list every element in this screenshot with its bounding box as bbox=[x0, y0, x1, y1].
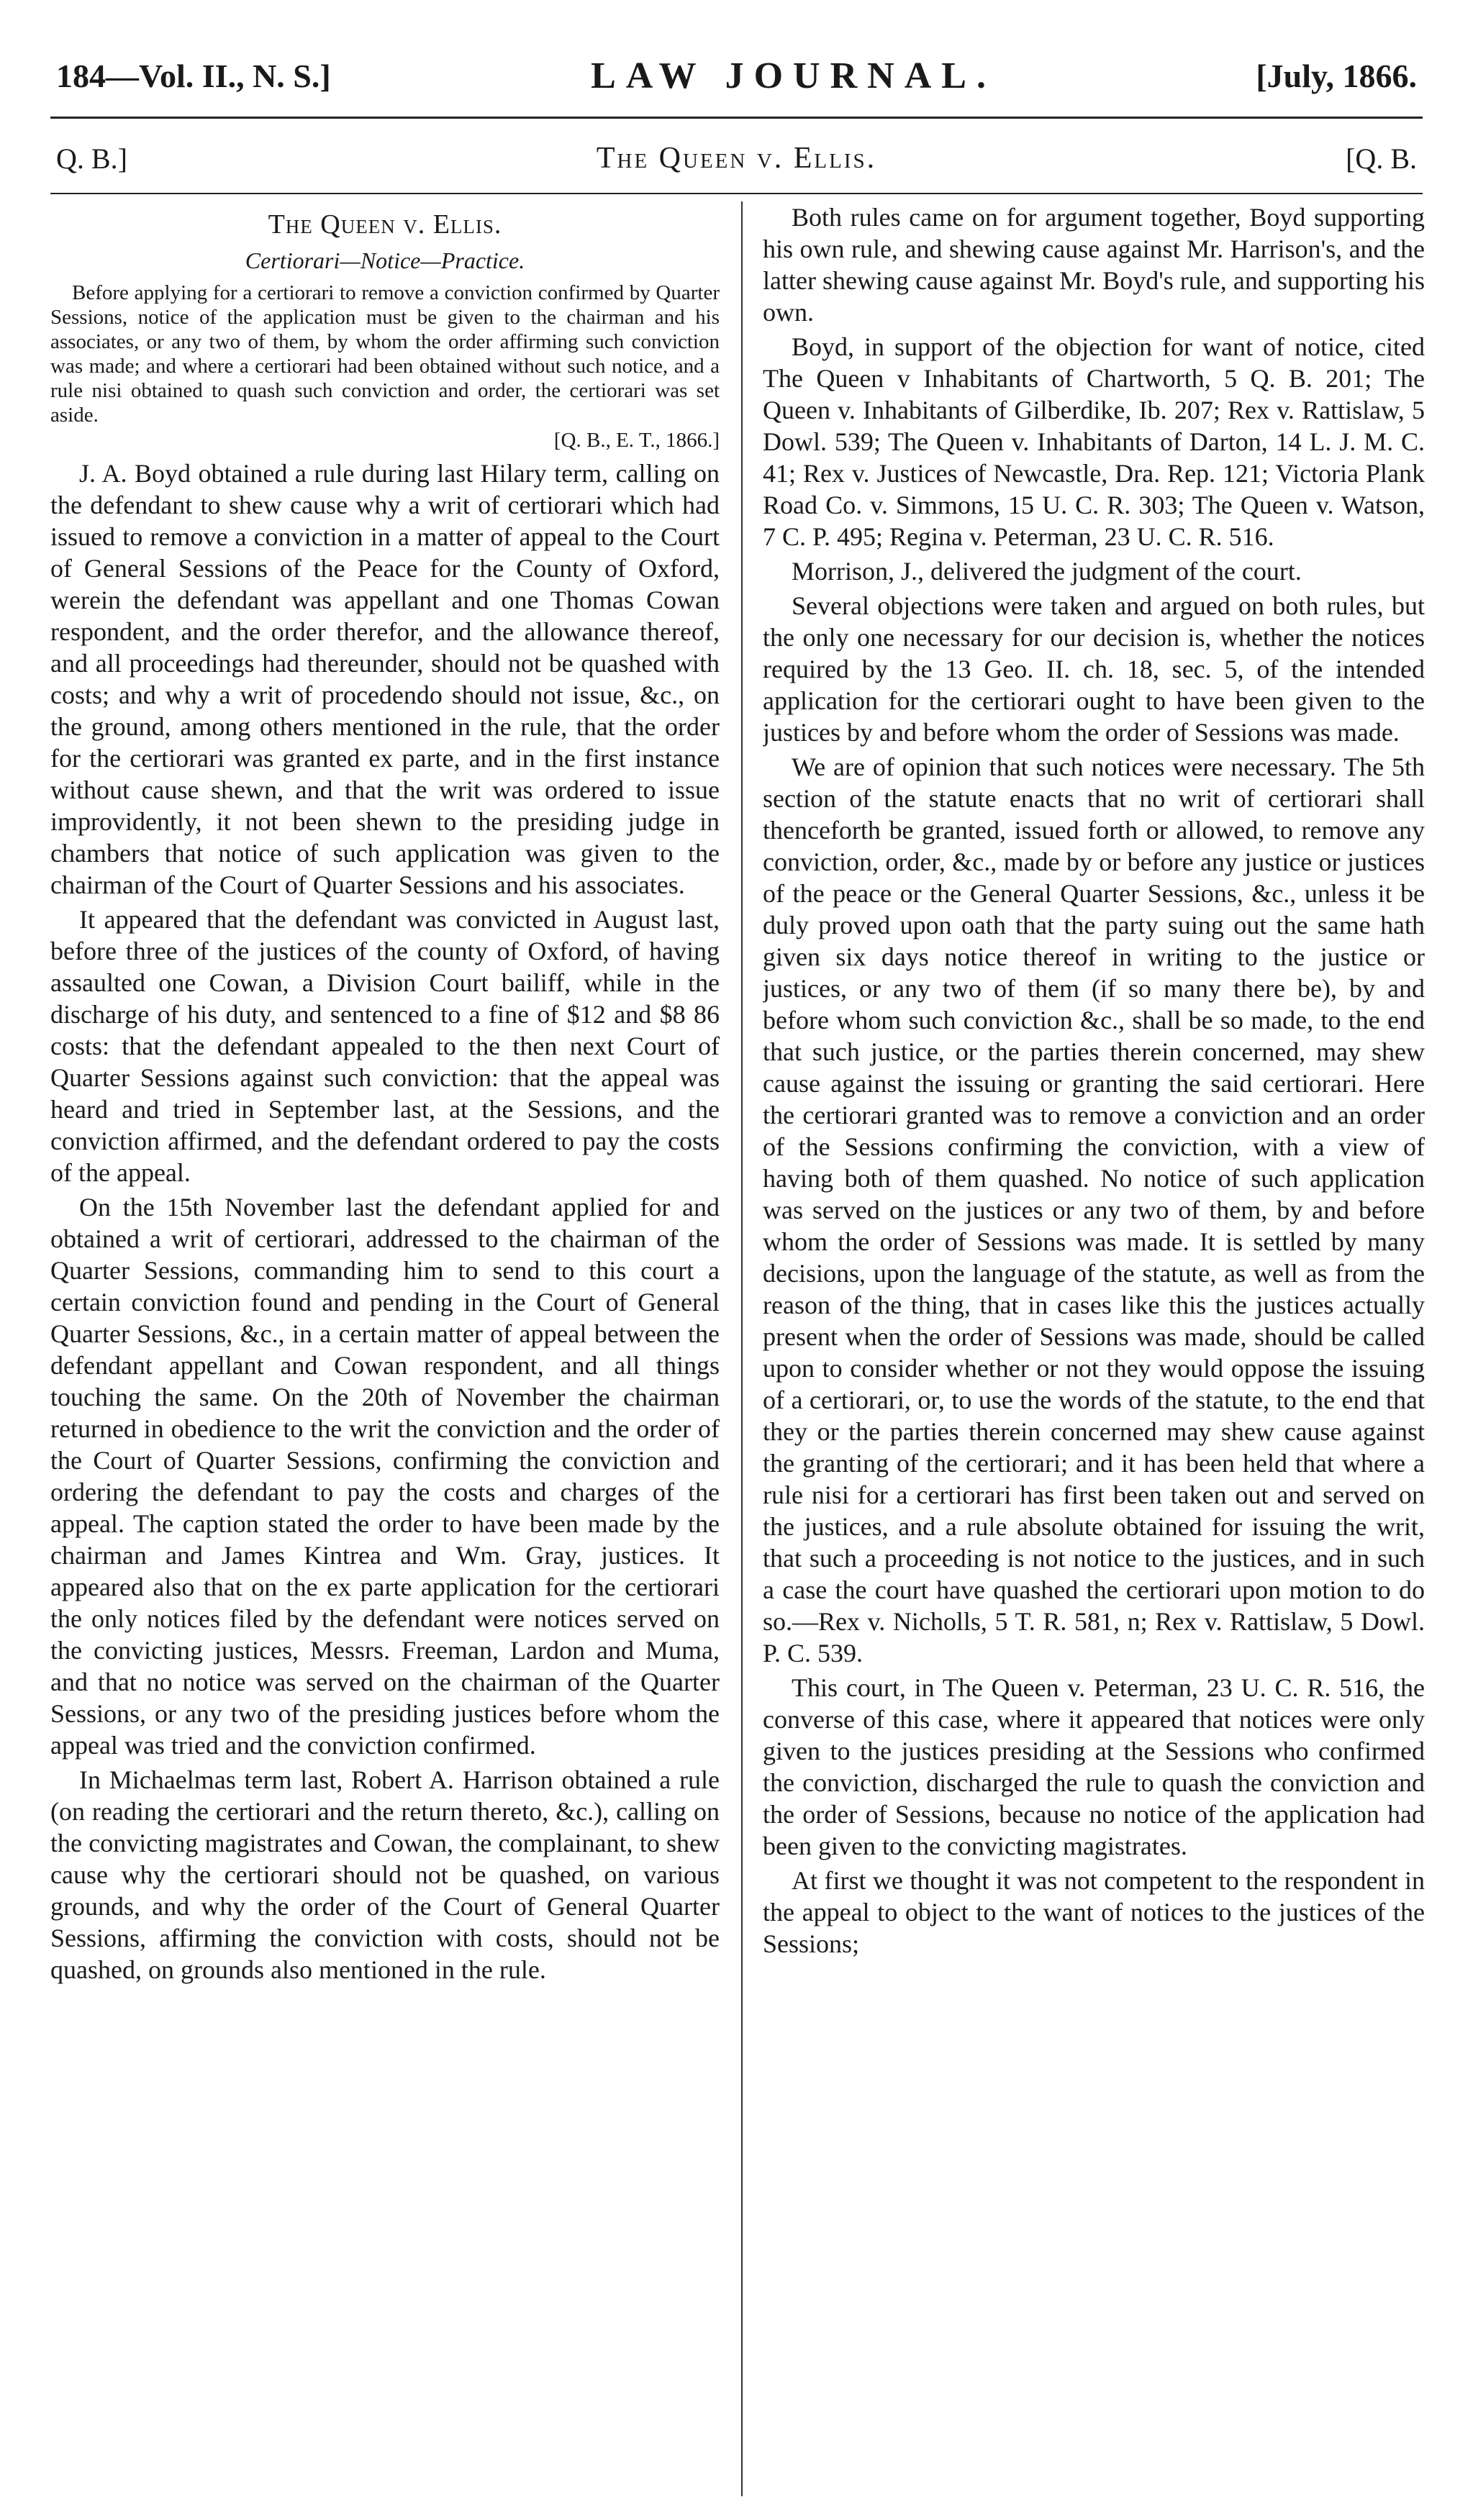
masthead-date: [July, 1866. bbox=[1256, 57, 1417, 94]
masthead-journal-title: LAW JOURNAL. bbox=[591, 55, 996, 96]
case-subtitle: Certiorari—Notice—Practice. bbox=[245, 247, 525, 273]
running-head-court-right: [Q. B. bbox=[1346, 142, 1417, 175]
body-paragraph: Morrison, J., delivered the judgment of the court. bbox=[792, 557, 1302, 586]
column-divider bbox=[741, 201, 743, 2496]
body-paragraph: It appeared that the defendant was convicted in August last, before three of the justices of the county of Oxford, of having assaulted one Cowan, a Division Court bailiff, while in the discharge of his duty, and sentenced to a fine of $12 and $8 86 costs: that the defendant appealed to the then next Court of Quarter Sessions against such conviction: that the appeal was heard and tried in September last, at the Sessions, and the conviction affirmed, and the defendant ordered to pay the costs of the appeal. bbox=[50, 905, 720, 1187]
body-paragraph: Both rules came on for argument together, Boyd supporting his own rule, and shewing cause against Mr. Harrison's, and the latter shewing cause against Mr. Boyd's rule, and supporting his own. bbox=[763, 203, 1425, 327]
running-head-rule bbox=[50, 193, 1423, 194]
body-paragraph: In Michaelmas term last, Robert A. Harrison obtained a rule (on reading the certiorari and the return thereto, &c.), calling on the convicting magistrates and Cowan, the complainant, to shew cause why the certiorari should not be quashed, on various grounds, and why the order of the Court of General Quarter Sessions, affirming the conviction with costs, should not be quashed, on grounds also mentioned in the rule. bbox=[50, 1765, 720, 1984]
masthead bbox=[56, 50, 1417, 101]
body-paragraph: At first we thought it was not competent to the respondent in the appeal to object to the want of notices to the justices of the Sessions; bbox=[763, 1866, 1425, 1958]
running-head bbox=[56, 137, 1417, 180]
body-paragraph: Several objections were taken and argued on both rules, but the only one necessary for our decision is, whether the notices required by the 13 Geo. II. ch. 18, sec. 5, of the intended application for the certiorari ought to have been given to the justices by and before whom the order of Sessions was made. bbox=[763, 591, 1425, 747]
masthead-volume: 184—Vol. II., N. S.] bbox=[56, 57, 331, 94]
case-title: The Queen v. Ellis. bbox=[268, 209, 502, 240]
running-head-case: The Queen v. Ellis. bbox=[596, 142, 877, 175]
body-paragraph: On the 15th November last the defendant applied for and obtained a writ of certiorari, addressed to the chairman of the Quarter Sessions, commanding him to send to this court a certain conviction found and pending in the Court of General Quarter Sessions, &c., in a certain matter of appeal between the defendant appellant and Cowan respondent, and all things touching the same. On the 20th of November the chairman returned in obedience to the writ the conviction and the order of the Court of Quarter Sessions, confirming the conviction and ordering the defendant to pay the costs and charges of the appeal. The caption stated the order to have been made by the chairman and James Kintrea and Wm. Gray, justices. It appeared also that on the ex parte application for the certiorari the only notices filed by the defendant were notices served on the convicting justices, Messrs. Freeman, Lardon and Muma, and that no notice was served on the chairman of the Quarter Sessions, or any two of the presiding justices before whom the appeal was tried and the conviction confirmed. bbox=[50, 1193, 720, 1760]
masthead-rule bbox=[50, 117, 1423, 119]
running-head-court-left: Q. B.] bbox=[56, 142, 127, 175]
body-paragraph: Boyd, in support of the objection for want of notice, cited The Queen v Inhabitants of Chartworth, 5 Q. B. 201; The Queen v. Inhabitants of Gilberdike, Ib. 207; Rex v. Rattislaw, 5 Dowl. 539; The Queen v. Inhabitants of Darton, 14 L. J. M. C. 41; Rex v. Justices of Newcastle, Dra. Rep. 121; Victoria Plank Road Co. v. Simmons, 15 U. C. R. 303; The Queen v. Watson, 7 C. P. 495; Regina v. Peterman, 23 U. C. R. 516. bbox=[763, 332, 1425, 551]
headnote: Before applying for a certiorari to remove a conviction confirmed by Quarter Sessions, notice of the application must be given to the chairman and his associates, or any two of them, by whom the order affirming such conviction was made; and where a certiorari had been obtained without such notice, and a rule nisi obtained to quash such conviction and order, the certiorari was set aside. bbox=[50, 281, 720, 427]
headnote-citation: [Q. B., E. T., 1866.] bbox=[553, 429, 720, 452]
body-paragraph: This court, in The Queen v. Peterman, 23 U. C. R. 516, the converse of this case, where it appeared that notices were only given to the justices presiding at the Sessions who confirmed the conviction, discharged the rule to quash the conviction and the order of Sessions, because no notice of the application had been given to the convicting magistrates. bbox=[763, 1673, 1425, 1860]
body-paragraph: J. A. Boyd obtained a rule during last Hilary term, calling on the defendant to shew cause why a writ of certiorari which had issued to remove a conviction in a matter of appeal to the Court of General Sessions of the Peace for the County of Oxford, werein the defendant was appellant and one Thomas Cowan respondent, and the order therefor, and the allowance thereof, and all proceedings had thereunder, should not be quashed with costs; and why a writ of procedendo should not issue, &c., on the ground, among others mentioned in the rule, that the order for the certiorari was granted ex parte, and in the first instance without cause shewn, and that the writ was ordered to issue improvidently, it not been shewn to the presiding judge in chambers that notice of such application was given to the chairman of the Court of Quarter Sessions and his associates. bbox=[50, 459, 720, 899]
left-column bbox=[50, 201, 720, 2496]
body-paragraph: We are of opinion that such notices were necessary. The 5th section of the statute enacts that no writ of certiorari shall thenceforth be granted, issued forth or allowed, to remove any conviction, order, &c., made by or before any justice or justices of the peace or the General Quarter Sessions, &c., unless it be duly proved upon oath that the party suing out the same hath given six days notice thereof in writing to the justice or justices, or any two of them (if so many there be), by and before whom such conviction &c., shall be so made, to the end that such justice, or the parties therein concerned, may shew cause against the issuing or granting the said certiorari. Here the certiorari granted was to remove a conviction and an order of the Sessions confirming the conviction, with a view of having both of them quashed. No notice of such application was served on the justices or any two of them, by and before whom the order of Sessions was made. It is settled by many decisions, upon the language of the statute, as well as from the reason of the thing, that in cases like this the justices actually present when the order of Sessions was made, should be called upon to consider whether or not they would oppose the issuing of a certiorari, or, to use the words of the statute, to the end that they or the parties therein concerned may shew cause against the granting of the certiorari; and it has been held that where a rule nisi for a certiorari has first been taken out and served on the justices, and a rule absolute obtained for issuing the writ, that such a proceeding is not notice to the justices, and in such a case the court have quashed the certiorari upon motion to do so.—Rex v. Nicholls, 5 T. R. 581, n; Rex v. Rattislaw, 5 Dowl. P. C. 539. bbox=[763, 752, 1425, 1668]
right-column bbox=[763, 201, 1425, 2496]
